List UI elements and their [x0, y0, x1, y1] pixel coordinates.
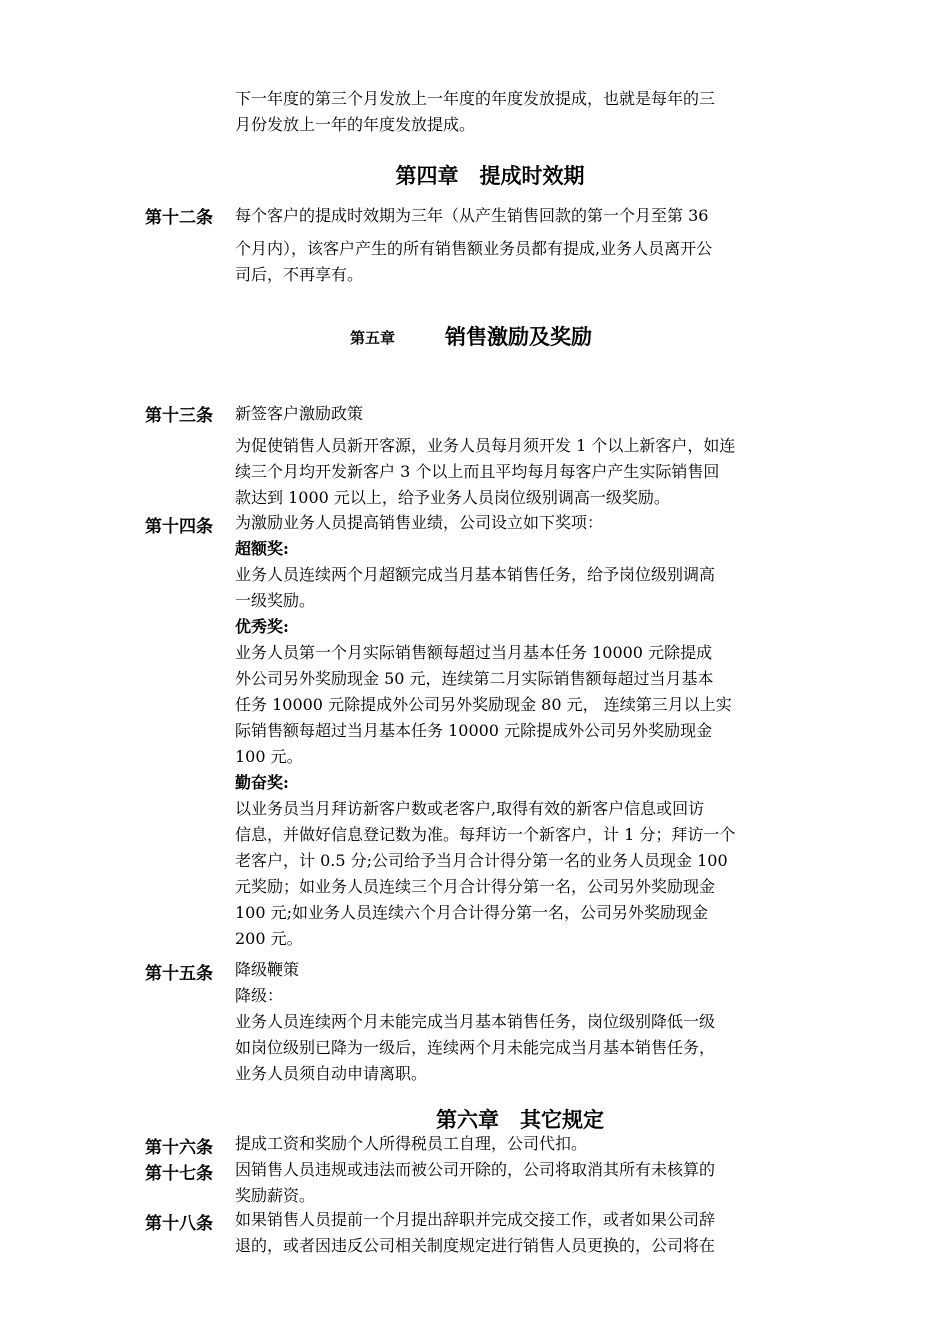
text-line: 奖励薪资。	[235, 1186, 316, 1205]
article-14-label: 第十四条	[145, 517, 213, 537]
text-line: 信息，并做好信息登记数为准。每拜访一个新客户，计 1 分；拜访一个	[235, 825, 736, 844]
text-line: 如岗位级别已降为一级后，连续两个月未能完成当月基本销售任务，	[235, 1038, 716, 1057]
article-14-intro: 为激励业务人员提高销售业绩，公司设立如下奖项：	[235, 513, 604, 532]
article-16-label: 第十六条	[145, 1138, 213, 1158]
article-15-text	[235, 957, 810, 1087]
text-line: 100 元;如业务人员连续六个月合计得分第一名，公司另外奖励现金	[235, 903, 709, 922]
award-excellence-title: 优秀奖:	[235, 617, 289, 636]
article-13-text	[235, 433, 810, 511]
text-line: 如果销售人员提前一个月提出辞职并完成交接工作，或者如果公司辞	[235, 1210, 716, 1229]
text-line: 200 元。	[235, 929, 303, 948]
text-line: 以业务员当月拜访新客户数或老客户,取得有效的新客户信息或回访	[235, 799, 705, 818]
article-15-heading: 降级鞭策	[235, 960, 300, 979]
article-17-text	[235, 1157, 810, 1209]
text-line: 退的，或者因违反公司相关制度规定进行销售人员更换的，公司将在	[235, 1236, 716, 1255]
article-13-heading: 新签客户激励政策	[235, 404, 364, 423]
text-line: 月份发放上一年的年度发放提成。	[235, 115, 476, 134]
award-excess-title: 超额奖:	[235, 539, 289, 558]
article-15-label: 第十五条	[145, 964, 213, 984]
text-line: 业务人员连续两个月未能完成当月基本销售任务，岗位级别降低一级	[235, 1012, 716, 1031]
text-line: 老客户，计 0.5 分;公司给予当月合计得分第一名的业务人员现金 100	[235, 851, 728, 870]
text-line: 每个客户的提成时效期为三年（从产生销售回款的第一个月至第 36	[235, 206, 709, 225]
award-diligence-title: 勤奋奖:	[235, 773, 289, 792]
article-15-subheading: 降级：	[235, 986, 284, 1005]
text-line: 业务人员须自动申请离职。	[235, 1064, 428, 1083]
text-line: 际销售额每超过当月基本任务 10000 元除提成外公司另外奖励现金	[235, 721, 713, 740]
article-16-text	[235, 1131, 810, 1157]
text-line: 为促使销售人员新开客源，业务人员每月须开发 1 个以上新客户，如连	[235, 436, 736, 455]
text-line: 下一年度的第三个月发放上一年度的年度发放提成，也就是每年的三	[235, 89, 716, 108]
text-line: 外公司另外奖励现金 50 元，连续第二月实际销售额每超过当月基本	[235, 669, 714, 688]
chapter-5-title: 销售激励及奖励	[445, 324, 592, 349]
article-17-label: 第十七条	[145, 1164, 213, 1184]
article-18-label: 第十八条	[145, 1214, 213, 1234]
article-13-label: 第十三条	[145, 406, 213, 426]
article-12-label: 第十二条	[145, 208, 213, 228]
text-line: 司后，不再享有。	[235, 265, 364, 284]
text-line: 提成工资和奖励个人所得税员工自理，公司代扣。	[235, 1134, 588, 1153]
text-line: 任务 10000 元除提成外公司另外奖励现金 80 元， 连续第三月以上实	[235, 695, 732, 714]
text-line: 因销售人员违规或违法而被公司开除的，公司将取消其所有未核算的	[235, 1160, 716, 1179]
text-line: 一级奖励。	[235, 591, 316, 610]
intro-paragraph	[235, 86, 810, 138]
text-line: 个月内），该客户产生的所有销售额业务员都有提成,业务人员离开公	[235, 239, 713, 258]
chapter-4-title: 第四章 提成时效期	[395, 163, 585, 188]
article-14-text	[235, 510, 810, 952]
text-line: 100 元。	[235, 747, 303, 766]
article-18-text	[235, 1207, 810, 1259]
chapter-6-title: 第六章 其它规定	[436, 1107, 604, 1132]
text-line: 续三个月均开发新客户 3 个以上而且平均每月每客户产生实际销售回	[235, 462, 720, 481]
article-12-text	[235, 201, 810, 290]
chapter-5-number: 第五章	[350, 329, 396, 347]
text-line: 业务人员第一个月实际销售额每超过当月基本任务 10000 元除提成	[235, 643, 713, 662]
text-line: 业务人员连续两个月超额完成当月基本销售任务，给予岗位级别调高	[235, 565, 716, 584]
text-line: 元奖励；如业务人员连续三个月合计得分第一名，公司另外奖励现金	[235, 877, 716, 896]
text-line: 款达到 1000 元以上，给予业务人员岗位级别调高一级奖励。	[235, 488, 670, 507]
